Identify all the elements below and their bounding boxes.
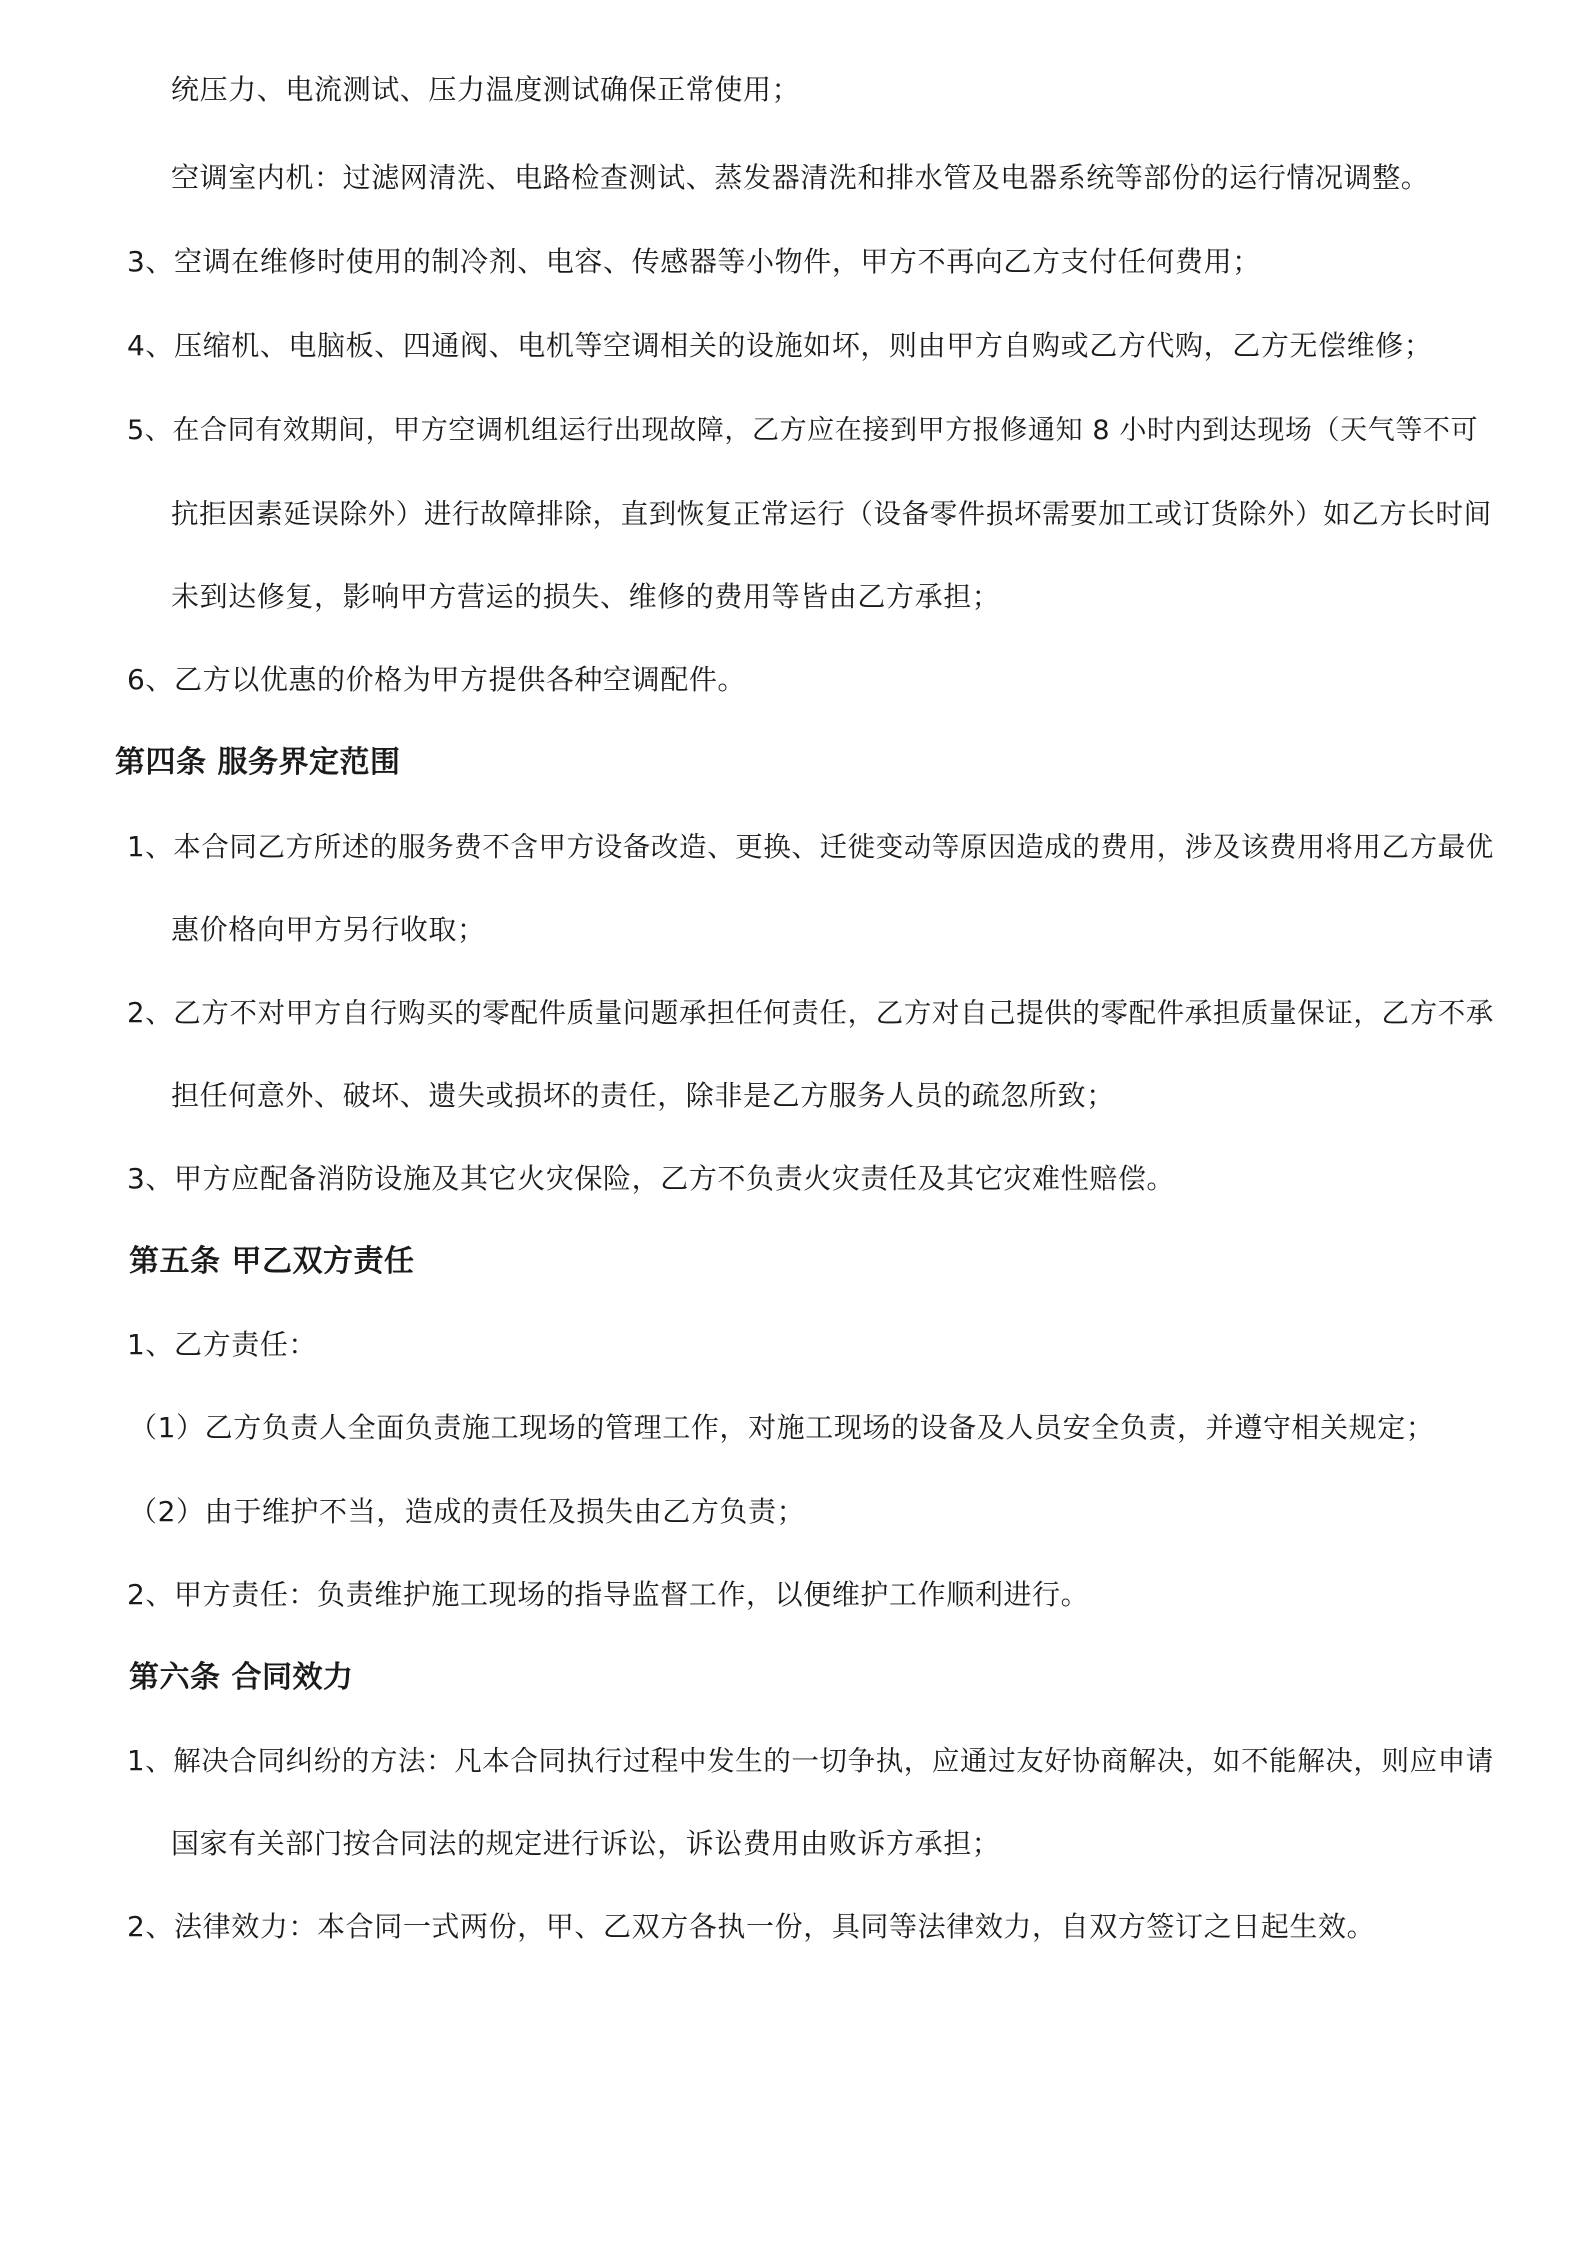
text-line: 国家有关部门按合同法的规定进行诉讼，诉讼费用由败诉方承担； bbox=[171, 1827, 1001, 1860]
list-item: （2）由于维护不当，造成的责任及损失由乙方负责； bbox=[129, 1495, 806, 1528]
text-line: 抗拒因素延误除外）进行故障排除，直到恢复正常运行（设备零件损坏需要加工或订货除外）如乙方长时间 bbox=[171, 498, 1492, 530]
list-item: （1）乙方负责人全面负责施工现场的管理工作，对施工现场的设备及人员安全负责，并遵守相关规定； bbox=[129, 1411, 1435, 1444]
list-item: 3、空调在维修时使用的制冷剂、电容、传感器等小物件，甲方不再向乙方支付任何费用； bbox=[127, 245, 1261, 278]
section-heading: 第六条 合同效力 bbox=[129, 1660, 354, 1695]
text-line: 空调室内机：过滤网清洗、电路检查测试、蒸发器清洗和排水管及电器系统等部份的运行情况调整。 bbox=[171, 161, 1430, 194]
list-item: 2、乙方不对甲方自行购买的零配件质量问题承担任何责任，乙方对自己提供的零配件承担质量保证，乙方不承 bbox=[127, 997, 1494, 1029]
section-heading: 第五条 甲乙双方责任 bbox=[129, 1244, 415, 1279]
list-item: 2、法律效力：本合同一式两份，甲、乙双方各执一份，具同等法律效力，自双方签订之日起生效。 bbox=[127, 1910, 1376, 1943]
list-item: 1、乙方责任： bbox=[127, 1328, 318, 1361]
section-heading: 第四条 服务界定范围 bbox=[115, 745, 401, 780]
list-item: 1、解决合同纠纷的方法：凡本合同执行过程中发生的一切争执，应通过友好协商解决，如不能解决，则应申请 bbox=[127, 1745, 1494, 1777]
list-item: 4、压缩机、电脑板、四通阀、电机等空调相关的设施如坏，则由甲方自购或乙方代购，乙方无偿维修； bbox=[127, 329, 1433, 362]
text-line: 担任何意外、破坏、遗失或损坏的责任，除非是乙方服务人员的疏忽所致； bbox=[171, 1079, 1115, 1112]
list-item: 6、乙方以优惠的价格为甲方提供各种空调配件。 bbox=[127, 663, 747, 696]
text-line: 统压力、电流测试、压力温度测试确保正常使用； bbox=[171, 73, 801, 106]
text-line: 惠价格向甲方另行收取； bbox=[171, 913, 486, 946]
list-item: 5、在合同有效期间，甲方空调机组运行出现故障，乙方应在接到甲方报修通知 8 小时内到达现场（天气等不可 bbox=[127, 415, 1479, 446]
text-line: 未到达修复，影响甲方营运的损失、维修的费用等皆由乙方承担； bbox=[171, 580, 1001, 613]
list-item: 3、甲方应配备消防设施及其它火灾保险，乙方不负责火灾责任及其它灾难性赔偿。 bbox=[127, 1162, 1176, 1195]
list-item: 1、本合同乙方所述的服务费不含甲方设备改造、更换、迁徙变动等原因造成的费用，涉及该费用将用乙方最优 bbox=[127, 831, 1494, 863]
list-item: 2、甲方责任：负责维护施工现场的指导监督工作，以便维护工作顺利进行。 bbox=[127, 1578, 1090, 1611]
